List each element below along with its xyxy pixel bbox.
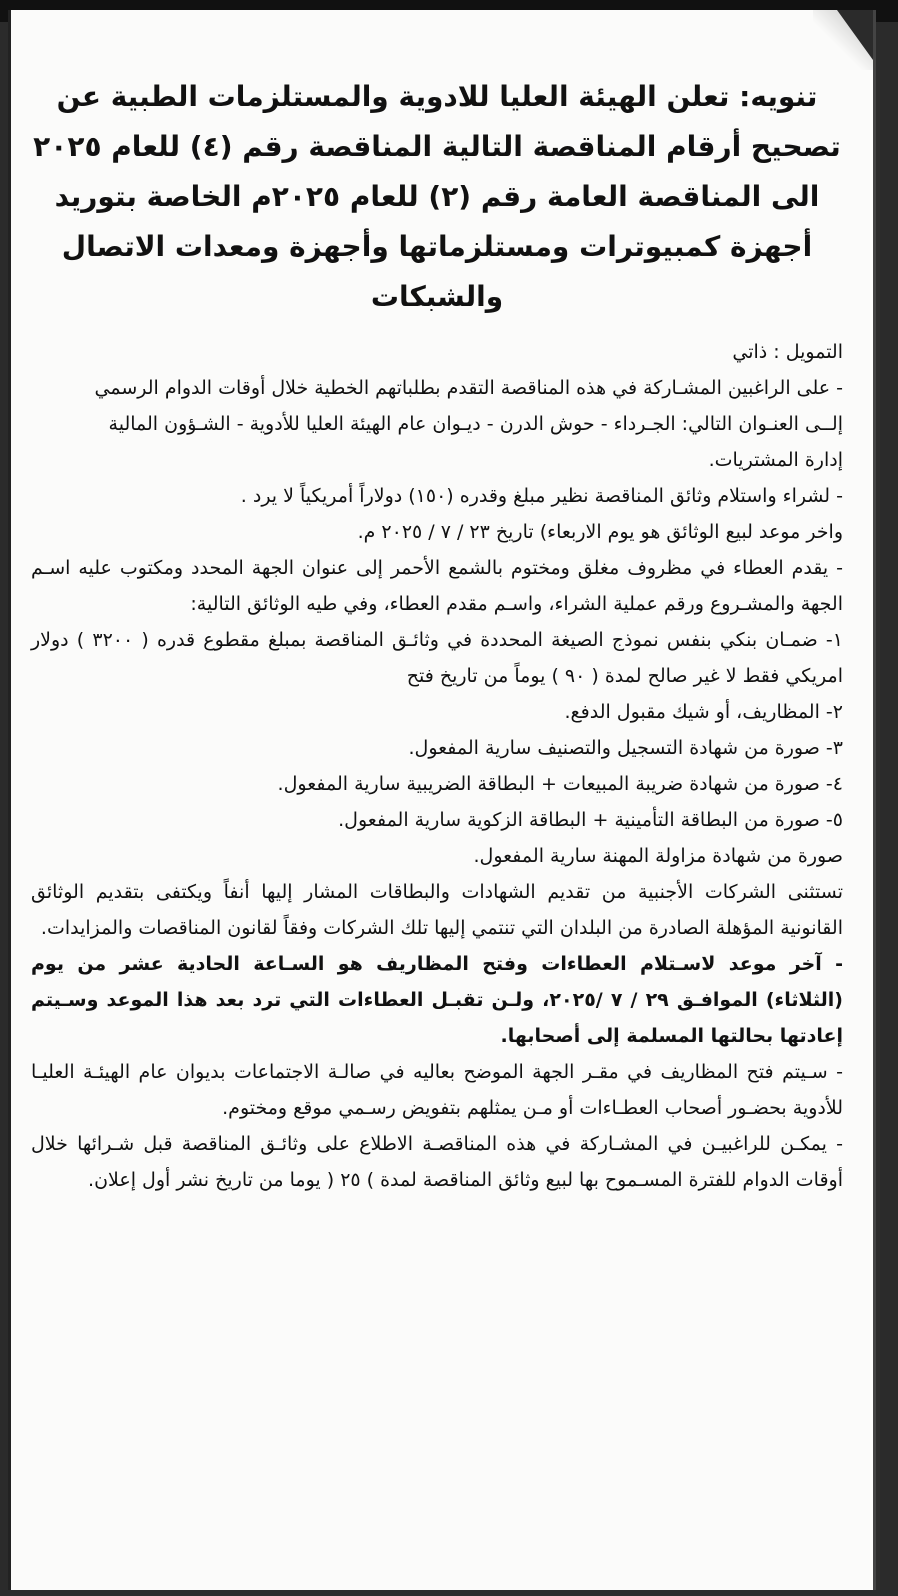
documents-sale-deadline-line: واخر موعد لبيع الوثائق هو يوم الاربعاء) تاريخ ٢٣ / ٧ / ٢٠٢٥ م. bbox=[357, 521, 843, 543]
documents-review-paragraph: - يمكـن للراغبيـن في المشـاركة في هذه المناقصـة الاطلاع على وثائـق المناقصة قبل شـرائها خلال أوقات الدوام للفترة المسـموح بها لبيع وثائق المناقصة لمدة ) ٢٥ ( يوما من تاريخ نشر أول إعلان. bbox=[31, 1133, 843, 1191]
page-curl bbox=[837, 10, 873, 60]
funding-line: التمويل : ذاتي bbox=[732, 341, 843, 363]
envelope-opening-paragraph: - سـيتم فتح المظاريف في مقـر الجهة الموضح بعاليه في صالـة الاجتماعات بديوان عام الهيئـة العليـا للأدوية بحضـور أصحاب العطـاءات أو مـن يمثلهم بتفويض رسـمي موقع ومختوم. bbox=[31, 1061, 843, 1119]
requirement-item-6: صورة من شهادة مزاولة المهنة سارية المفعول. bbox=[473, 845, 843, 867]
newspaper-clipping bbox=[8, 10, 876, 1590]
requirement-item-3: ٣- صورة من شهادة التسجيل والتصنيف سارية المفعول. bbox=[408, 737, 843, 759]
notice-body bbox=[31, 72, 843, 1198]
procurement-department-line: إدارة المشتريات. bbox=[708, 449, 843, 471]
eligibility-paragraph: - على الراغبين المشـاركة في هذه المناقصة التقدم بطلباتهم الخطية خلال أوقات الدوام الرسمي bbox=[94, 377, 843, 399]
bid-submission-paragraph: - يقدم العطاء في مظروف مغلق ومختوم بالشمع الأحمر إلى عنوان الجهة المحدد ومكتوب عليه اسـم الجهة والمشـروع ورقم عملية الشراء، واسـم مقدم العطاء، وفي طيه الوثائق التالية: bbox=[31, 557, 843, 615]
requirement-item-4: ٤- صورة من شهادة ضريبة المبيعات + البطاقة الضريبية سارية المفعول. bbox=[277, 773, 843, 795]
foreign-companies-paragraph: تستثنى الشركات الأجنبية من تقديم الشهادات والبطاقات المشار إليها أنفاً ويكتفى بتقديم الوثائق القانونية المؤهلة الصادرة من البلدان التي تنتمي إليها تلك الشركات وفقاً لقانون المناقصات والمزايدات. bbox=[31, 881, 843, 939]
requirement-item-2: ٢- المظاريف، أو شيك مقبول الدفع. bbox=[564, 701, 843, 723]
documents-price-line: - لشراء واستلام وثائق المناقصة نظير مبلغ وقدره (١٥٠) دولاراً أمريكياً لا يرد . bbox=[240, 485, 843, 507]
bid-deadline-paragraph: - آخر موعد لاسـتلام العطاءات وفتح المظاريف هو السـاعة الحادية عشر من يوم (الثلاثاء) الموافـق ٢٩ / ٧ /٢٠٢٥، ولـن تقبـل العطاءات التي ترد بعد هذا الموعد وسـيتم إعادتها بحالتها المسلمة إلى أصحابها. bbox=[31, 953, 843, 1047]
requirement-item-5: ٥- صورة من البطاقة التأمينية + البطاقة الزكوية سارية المفعول. bbox=[338, 809, 843, 831]
notice-title: تنويه: تعلن الهيئة العليا للادوية والمستلزمات الطبية عن تصحيح أرقام المناقصة التالية المناقصة رقم (٤) للعام ٢٠٢٥ الى المناقصة العامة رقم (٢) للعام ٢٠٢٥م الخاصة بتوريد أجهزة كمبيوترات ومستلزماتها وأجهزة ومعدات الاتصال والشبكات bbox=[33, 80, 841, 313]
address-paragraph: إلــى العنـوان التالي: الجـرداء - حوش الدرن - ديـوان عام الهيئة العليا للأدوية - الشـؤون المالية bbox=[108, 413, 843, 435]
requirement-item-1: ١- ضمـان بنكي بنفس نموذج الصيغة المحددة في وثائـق المناقصة بمبلغ مقطوع قدره ( ٣٢٠٠ ) دولار امريكي فقط لا غير صالح لمدة ( ٩٠ ) يوماً من تاريخ فتح bbox=[31, 629, 844, 687]
